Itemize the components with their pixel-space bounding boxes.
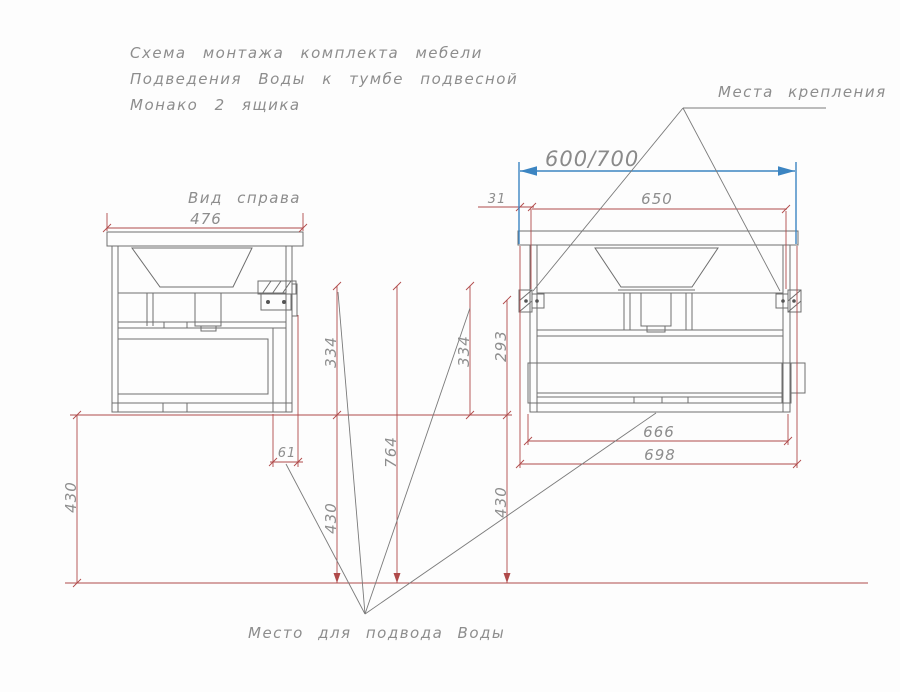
dim-476: 476 — [190, 210, 222, 228]
dim-334-front: 334 — [455, 335, 473, 367]
title-line-3: Монако 2 ящика — [130, 96, 301, 114]
mounting-points-label: Места крепления — [718, 83, 887, 101]
dim-600-700: 600/700 — [545, 147, 640, 171]
title-line-2: Подведения Воды к тумбе подвесной — [130, 70, 519, 88]
side-drain-box — [195, 293, 221, 326]
dim-334-side: 334 — [322, 336, 340, 368]
side-sink-basin — [132, 248, 252, 287]
dim-764: 764 — [382, 436, 400, 468]
right-side-view-label: Вид справа — [188, 189, 301, 207]
front-sink-basin — [595, 248, 718, 287]
dim-430-left: 430 — [62, 481, 80, 513]
title-line-1: Схема монтажа комплекта мебели — [130, 44, 483, 62]
front-countertop — [518, 231, 798, 245]
front-side-protrusion — [790, 363, 805, 393]
side-mounting-bracket — [258, 281, 297, 316]
front-drain-box — [641, 293, 671, 326]
side-view-cabinet — [107, 232, 303, 412]
mounting-points-leaders — [533, 108, 826, 291]
title-block — [130, 44, 518, 114]
dim-650: 650 — [641, 190, 673, 208]
dim-430-right: 430 — [492, 486, 510, 518]
dim-430-mid: 430 — [322, 502, 340, 534]
dim-31: 31 — [487, 192, 507, 207]
side-lower-drawer — [118, 339, 268, 394]
side-countertop — [107, 232, 303, 246]
front-view-cabinet — [518, 231, 805, 412]
dim-666: 666 — [643, 423, 675, 441]
dim-698: 698 — [644, 446, 676, 464]
dim-293: 293 — [492, 330, 510, 362]
side-cabinet-body — [112, 246, 292, 412]
front-cabinet-body — [530, 245, 790, 412]
dim-61: 61 — [277, 446, 297, 461]
water-supply-label: Место для подвода Воды — [248, 624, 506, 642]
red-dimension-lines — [65, 203, 868, 587]
